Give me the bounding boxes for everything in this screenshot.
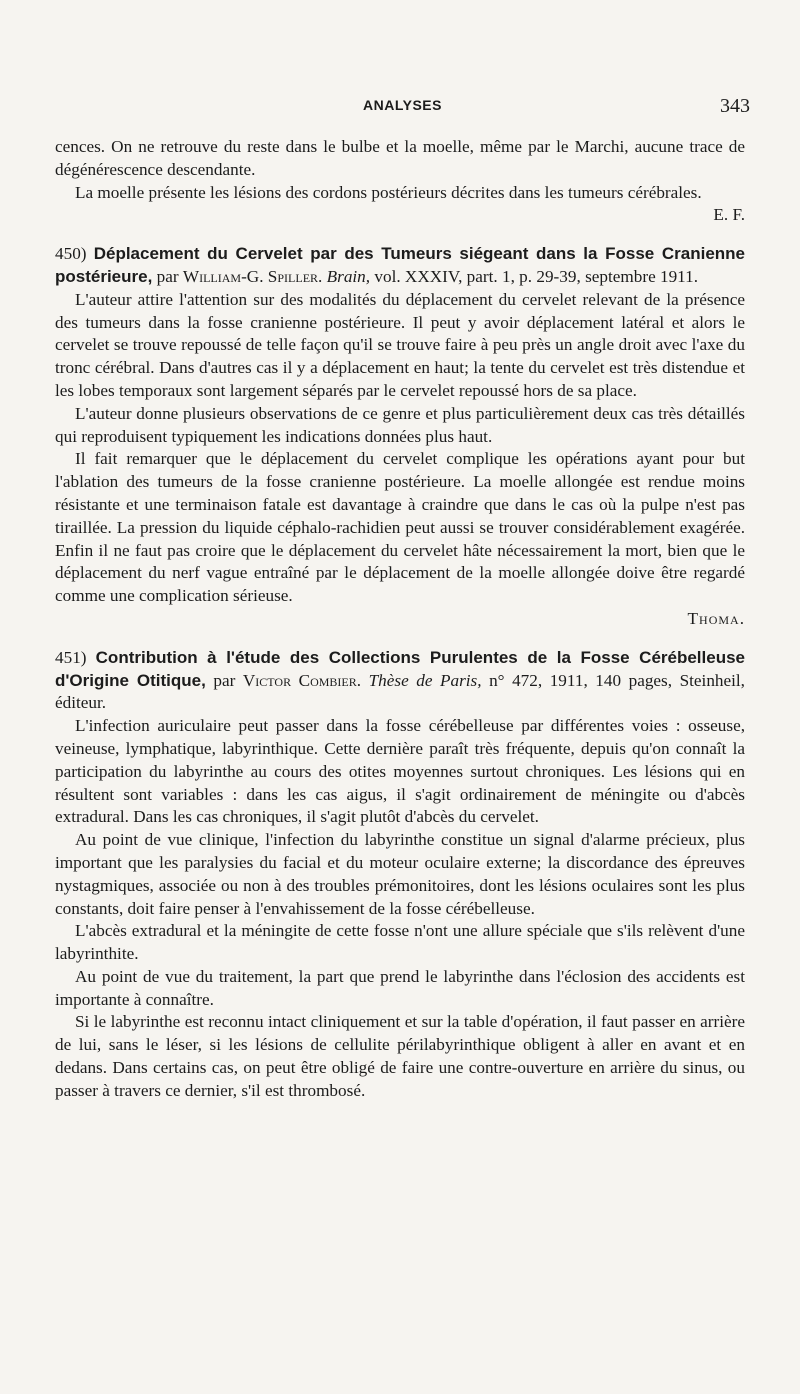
article-author: Victor Combier.: [242, 670, 362, 690]
article-paragraph: Il fait remarquer que le déplacement du cervelet complique les opérations ayant pour but l'ablation des tumeurs de la fosse cranienne postérieure. La moelle allongée est rendue moins résistante et une terminaison fatale est davantage à craindre que dans le cas où la pulpe n'est pas tiraillée. La pression du liquide céphalo-rachidien peut aussi se trouver considérablement exagérée. Enfin il ne faut pas croire que le déplacement du cervelet hâte nécessairement la mort, bien que le déplacement du nerf vague entraîné par le déplacement de la moelle allongée doive être regardé comme une complication sérieuse.: [55, 449, 745, 606]
page-text: [55, 136, 745, 1103]
article-author: William-G. Spiller.: [182, 266, 323, 286]
article-title: Déplacement du Cervelet par des Tumeurs siégeant dans la Fosse Cranienne postérieure,: [55, 244, 745, 286]
running-title: ANALYSES: [363, 97, 442, 113]
signature: E. F.: [713, 205, 745, 225]
article-paragraph: Au point de vue clinique, l'infection du labyrinthe constitue un signal d'alarme précieux, plus important que les paralysies du facial et du moteur oculaire externe; la discordance des épreuves nystagmiques, associée ou non à des troubles prémonitoires, dont les lésions oculaires sont les plus constants, doit faire penser à l'envahissement de la fosse cérébelleuse.: [55, 830, 745, 918]
by-text: par: [205, 670, 243, 690]
article-paragraph: L'auteur attire l'attention sur des modalités du déplacement du cervelet relevant de la présence des tumeurs dans la fosse cranienne postérieure. Il peut y avoir déplacement latéral et alors le cervelet se trouve repoussé de telle façon qu'il se trouve faire à peu près un angle droit avec l'axe du tronc cérébral. Dans d'autres cas il y a déplacement en haut; la tente du cervelet est très distendue et les lobes temporaux sont largement séparés par le cervelet repoussé hors de sa place.: [55, 289, 745, 400]
article-paragraph: L'abcès extradural et la méningite de cette fosse n'ont une allure spéciale que s'ils relèvent d'une labyrinthite.: [55, 921, 745, 964]
article-paragraph: L'auteur donne plusieurs observations de ce genre et plus particulièrement deux cas très détaillés qui reproduisent typiquement les indications données plus haut.: [55, 403, 745, 446]
article-paragraph: L'infection auriculaire peut passer dans la fosse cérébelleuse par différentes voies : osseuse, veineuse, lymphatique, labyrinthique. Cette dernière paraît très fréquente, depuis qu'on connaît la participation du labyrinthe au cours des otites moyennes surtout chroniques. Les lésions qui en résultent sont variables : dans les cas aigus, il s'agit ordinairement de méningite ou d'abcès extradural. Dans les cas chroniques, il s'agit plutôt d'abcès du cervelet.: [55, 716, 745, 827]
running-head: [55, 97, 750, 125]
article-heading: [55, 243, 745, 289]
article-number: 450): [55, 244, 87, 264]
article-number: 451): [55, 647, 87, 667]
article-citation: n° 472, 1911, 140 pages, Steinheil, éditeur.: [55, 670, 745, 713]
article-paragraph: Si le labyrinthe est reconnu intact cliniquement et sur la table d'opération, il faut passer en arrière de lui, sans le léser, si les lésions de cellulite périlabyrinthique obligent à aller en avant et en dedans. Dans certains cas, on peut être obligé de faire une contre-ouverture en arrière du sinus, ou passer à travers ce dernier, s'il est thrombosé.: [55, 1012, 745, 1100]
page-number: 343: [720, 95, 750, 117]
article-citation: vol. XXXIV, part. 1, p. 29-39, septembre 1911.: [370, 266, 699, 286]
article-title: Contribution à l'étude des Collections Purulentes de la Fosse Cérébelleuse d'Origine Otitique,: [55, 647, 745, 690]
intro-paragraph: cences. On ne retrouve du reste dans le bulbe et la moelle, même par le Marchi, aucune trace de dégénérescence descendante.: [55, 137, 745, 179]
article-source: Thèse de Paris,: [368, 670, 482, 690]
intro-paragraph: La moelle présente les lésions des cordons postérieurs décrites dans les tumeurs cérébrales.: [75, 182, 702, 202]
signature: Thoma.: [687, 608, 745, 628]
article-source: Brain,: [326, 266, 371, 286]
article-paragraph: Au point de vue du traitement, la part que prend le labyrinthe dans l'éclosion des accidents est importante à connaître.: [55, 966, 745, 1009]
article-heading: [55, 647, 745, 715]
by-text: par: [152, 266, 183, 286]
